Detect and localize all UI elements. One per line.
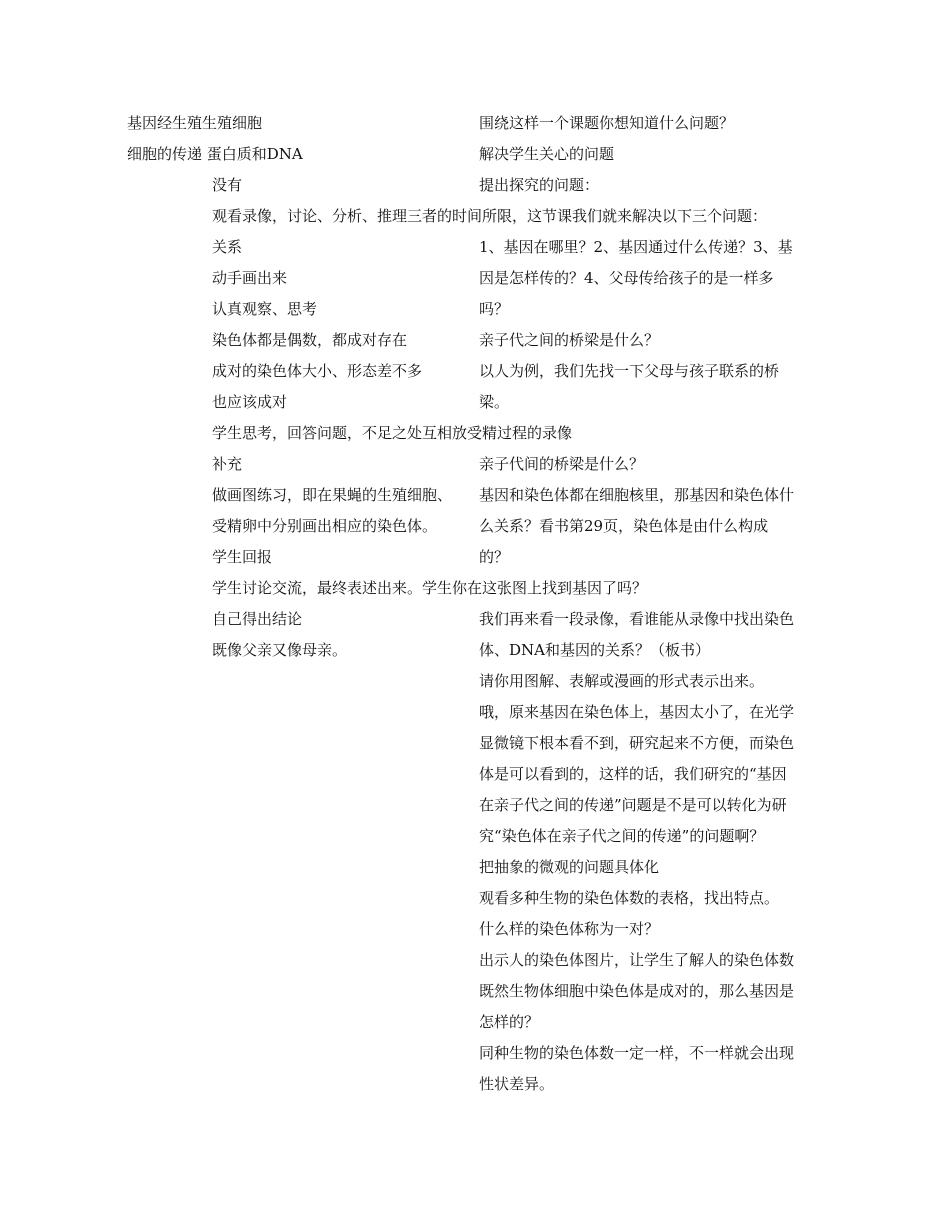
right-text-line: 同种生物的染色体数一定一样，不一样就会出现 [479,1044,795,1062]
right-text-line: 因是怎样传的？4、父母传给孩子的是一样多 [479,269,774,287]
left-text-line: 细胞的传递 蛋白质和DNA [127,145,303,163]
left-text-line: 关系 [212,238,243,256]
right-text-line: 显微镜下根本看不到，研究起来不方便，而染色 [479,734,795,752]
left-text-line: 也应该成对 [212,393,288,411]
right-text-line: 哦，原来基因在染色体上，基因太小了，在光学 [479,703,795,721]
spanning-text-line [212,206,832,226]
right-text-line: 梁。 [479,393,510,411]
right-text-line: 在亲子代之间的传递”问题是不是可以转化为研 [479,796,787,814]
left-text-line: 基因经生殖生殖细胞 [127,114,263,132]
right-text-line: 的？ [479,548,510,566]
right-text-line: 亲子代间的桥梁是什么？ [479,455,645,473]
left-text-line: 既像父亲又像母亲。 [212,641,348,659]
left-text-line: 动手画出来 [212,269,288,287]
right-text-line: 以人为例，我们先找一下父母与孩子联系的桥 [479,362,780,380]
right-text-line: 究“染色体在亲子代之间的传递”的问题啊？ [479,827,765,845]
right-text-line: 观看多种生物的染色体数的表格，找出特点。 [479,889,780,907]
right-text-line: 既然生物体细胞中染色体是成对的，那么基因是 [479,982,795,1000]
right-text-line: 出示人的染色体图片，让学生了解人的染色体数 [479,951,795,969]
left-text-line: 没有 [212,176,243,194]
right-text-line: 什么样的染色体称为一对？ [479,920,660,938]
spanning-text: 观看录像，讨论、分析、推理三者的时间所限，这节课我们就来解决以下三个问题： [212,207,768,225]
right-text-line: 性状差异。 [479,1075,555,1093]
left-text-line: 学生回报 [212,548,273,566]
right-text-line: 吗？ [479,300,510,318]
right-text-line: 请你用图解、表解或漫画的形式表示出来。 [479,672,765,690]
right-text-line: 体是可以看到的，这样的话，我们研究的“基因 [479,765,787,783]
left-text-line: 补充 [212,455,243,473]
right-text-line: 提出探究的问题： [479,176,600,194]
right-text-line: 么关系？看书第29页，染色体是由什么构成 [479,517,769,535]
right-text-line: 围绕这样一个课题你想知道什么问题？ [479,114,735,132]
spanning-text-line: 学生思考，回答问题，不足之处互相放受精过程的录像 [212,424,573,442]
right-text-line: 怎样的？ [479,1013,540,1031]
left-text-line: 成对的染色体大小、形态差不多 [212,362,423,380]
right-text-line: 解决学生关心的问题 [479,145,615,163]
right-text-line: 我们再来看一段录像，看谁能从录像中找出染色 [479,610,795,628]
left-text-line: 做画图练习，即在果蝇的生殖细胞、 [212,486,453,504]
right-text-line: 把抽象的微观的问题具体化 [479,858,660,876]
spanning-text-line: 学生讨论交流，最终表述出来。学生你在这张图上找到基因了吗？ [212,579,648,597]
left-text-line: 自己得出结论 [212,610,303,628]
right-text-line: 亲子代之间的桥梁是什么？ [479,331,660,349]
right-text-line: 基因和染色体都在细胞核里，那基因和染色体什 [479,486,795,504]
left-text-line: 受精卵中分别画出相应的染色体。 [212,517,438,535]
left-text-line: 认真观察、思考 [212,300,318,318]
right-text-line: 体、DNA和基因的关系？（板书） [479,641,710,659]
right-text-line: 1、基因在哪里？2、基因通过什么传递？3、基 [479,238,793,256]
left-text-line: 染色体都是偶数，都成对存在 [212,331,408,349]
